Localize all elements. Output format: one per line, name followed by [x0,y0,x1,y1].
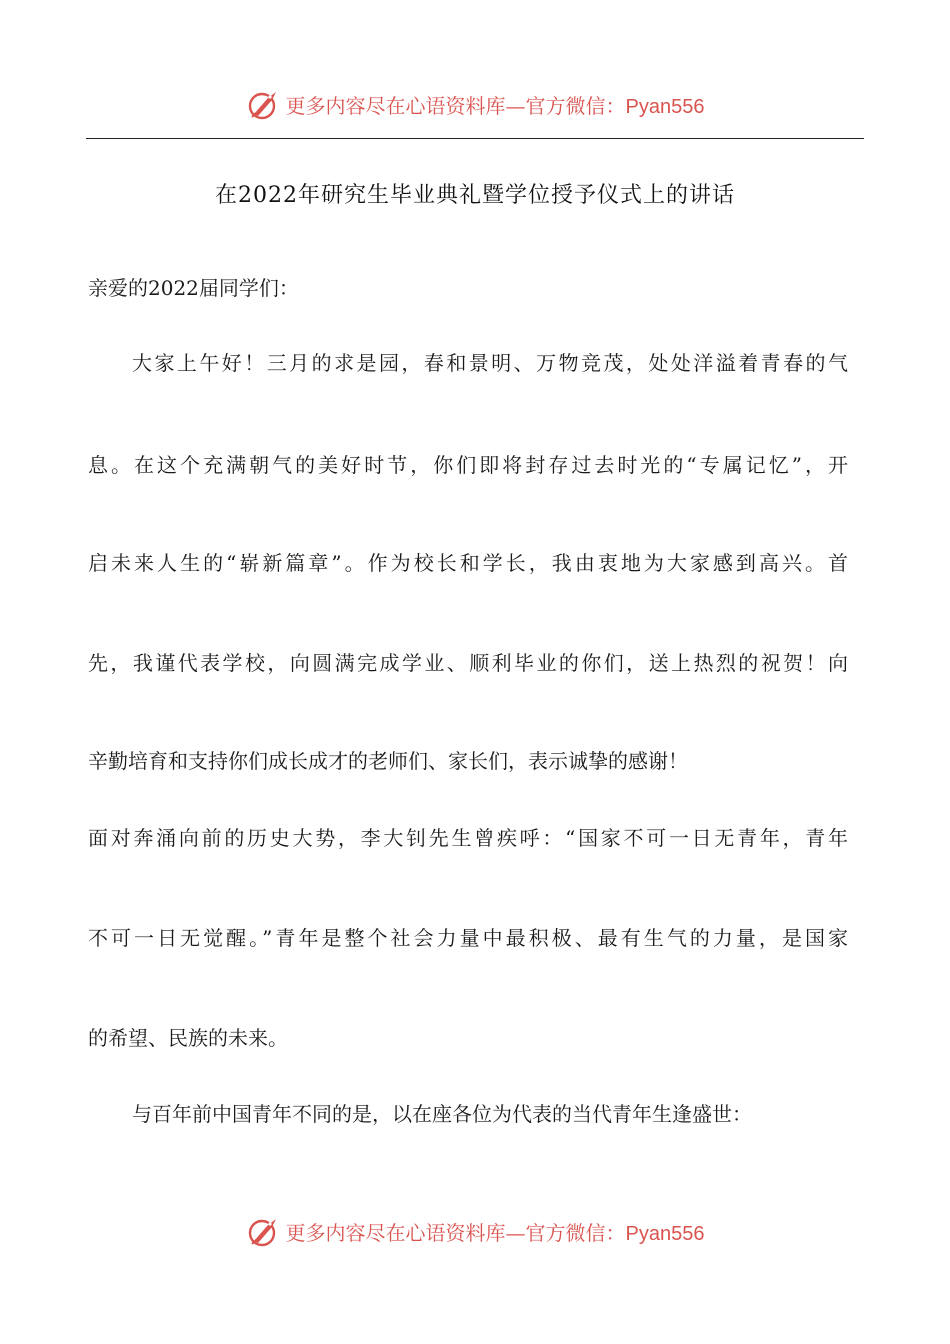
footer-wechat-id: Pyan556 [625,1222,705,1245]
document-title: 在2022年研究生毕业典礼暨学位授予仪式上的讲话 [215,183,735,208]
body-line: 的希望、民族的未来。 [88,1026,288,1050]
body-line: 与百年前中国青年不同的是，以在座各位为代表的当代青年生逢盛世： [132,1102,752,1126]
salutation: 亲爱的2022届同学们： [88,276,299,300]
body-line: 大家上午好！三月的求是园，春和景明、万物竞茂，处处洋溢着青春的气 [132,351,848,375]
pen-nib-icon [246,1213,282,1249]
pen-nib-icon [246,86,282,122]
header-wechat-id: Pyan556 [625,95,705,118]
body-line: 不可一日无觉醒。”青年是整个社会力量中最积极、最有生气的力量，是国家 [88,926,848,950]
footer-brand-text: 更多内容尽在心语资料库—官方微信：Pyan556 [285,1220,705,1245]
body-line: 启未来人生的“崭新篇章”。作为校长和学长，我由衷地为大家感到高兴。首 [88,551,848,575]
header-divider [86,138,864,139]
header-brand [0,84,950,124]
header-brand-text: 更多内容尽在心语资料库—官方微信：Pyan556 [285,93,705,118]
body-line: 面对奔涌向前的历史大势，李大钊先生曾疾呼：“国家不可一日无青年，青年 [88,826,848,850]
footer-brand [0,1211,950,1251]
body-line: 辛勤培育和支持你们成长成才的老师们、家长们，表示诚挚的感谢！ [88,749,688,773]
body-line: 先，我谨代表学校，向圆满完成学业、顺利毕业的你们，送上热烈的祝贺！向 [88,651,848,675]
body-line: 息。在这个充满朝气的美好时节，你们即将封存过去时光的“专属记忆”，开 [88,453,848,477]
